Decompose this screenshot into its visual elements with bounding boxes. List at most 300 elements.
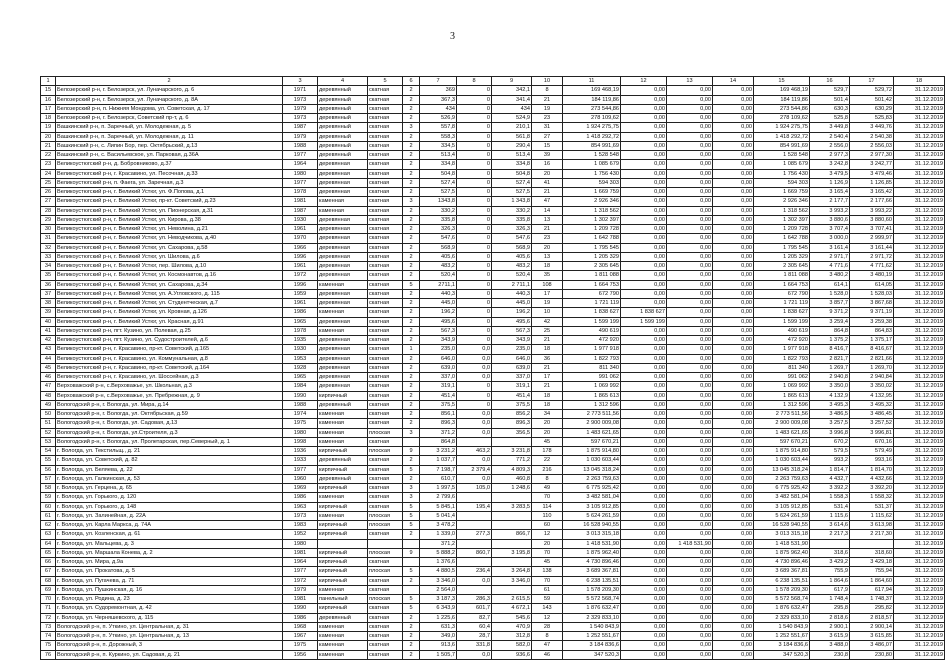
table-cell: 1933 [283, 456, 318, 465]
table-cell: 0,00 [621, 188, 667, 197]
table-cell: 6 238 135,51 [754, 576, 810, 585]
table-cell: 35 [532, 271, 563, 280]
table-cell: 62 [41, 521, 56, 530]
table-cell: каменная [318, 419, 368, 428]
table-cell [492, 437, 532, 446]
table-cell: 31.12.2019 [894, 521, 945, 530]
table-cell: 31 [41, 234, 56, 243]
table-cell: 16 [532, 160, 563, 169]
table-row [41, 169, 945, 178]
table-cell: 3 482 581,04 [754, 493, 810, 502]
table-cell: 342,1 [492, 86, 532, 95]
table-cell: 2 329 833,10 [563, 613, 621, 622]
table-row [41, 160, 945, 169]
table-cell: Вологодский р-н, г. Вологда, ул. Мира, д.14 [56, 400, 283, 409]
table-cell: 30 [41, 225, 56, 234]
table-cell: 18 [532, 262, 563, 271]
table-cell: Вологодский р-н, п. Уткино, ул. Центральная, д. 31 [56, 622, 283, 631]
table-cell: 568,9 [492, 243, 532, 252]
table-row [41, 336, 945, 345]
table-cell: 3 479,5 [810, 169, 850, 178]
table-row [41, 114, 945, 123]
table-cell: 504,8 [420, 169, 457, 178]
table-cell: 230,8 [810, 650, 850, 659]
column-header: 1 [41, 77, 56, 86]
table-cell: 31.12.2019 [894, 326, 945, 335]
table-cell: 31.12.2019 [894, 502, 945, 511]
table-cell: 0,00 [713, 336, 754, 345]
table-cell: деревянный [318, 141, 368, 150]
table-cell: скатная [368, 530, 403, 539]
table-cell: 334,5 [420, 141, 457, 150]
table-cell: 2 [403, 419, 420, 428]
table-cell: 2 [403, 530, 420, 539]
table-cell: 67 [41, 567, 56, 576]
table-cell: 0,00 [621, 539, 667, 548]
table-cell: 4 880,5 [420, 567, 457, 576]
table-cell: 49 [41, 400, 56, 409]
table-cell: г. Вологда, ул. Текстильщ., д. 21 [56, 447, 283, 456]
table-cell: 32 [41, 243, 56, 252]
table-cell: 31.12.2019 [894, 400, 945, 409]
table-cell: 2 900 009,08 [754, 419, 810, 428]
table-cell: 1 269,7 [810, 363, 850, 372]
table-cell: 39 [532, 151, 563, 160]
table-cell: 3 350,02 [850, 382, 894, 391]
table-cell: 631,3 [420, 622, 457, 631]
table-cell: 236,4 [457, 567, 492, 576]
table-cell: Великоустюгский р-н, г. Великий Устюг, ул. Космонавтов, д.16 [56, 271, 283, 280]
table-cell: 31.12.2019 [894, 419, 945, 428]
table-cell: 1 037,7 [420, 456, 457, 465]
table-row [41, 511, 945, 520]
table-cell: 0,00 [621, 382, 667, 391]
table-cell: 25 [532, 326, 563, 335]
table-cell: 2 940,84 [850, 373, 894, 382]
table-row [41, 548, 945, 557]
table-cell: 0,00 [667, 169, 713, 178]
table-cell: 993,16 [850, 456, 894, 465]
table-cell: 3 486,45 [850, 410, 894, 419]
table-cell: 3 264,8 [492, 567, 532, 576]
table-cell: 3 480,2 [810, 271, 850, 280]
table-cell: 31.12.2019 [894, 86, 945, 95]
table-cell: деревянная [318, 373, 368, 382]
column-header: 2 [56, 77, 283, 86]
table-cell: 49 [532, 484, 563, 493]
table-cell: скатная [368, 197, 403, 206]
table-cell: 896,3 [420, 419, 457, 428]
table-cell: 1952 [283, 530, 318, 539]
table-cell: 0,00 [621, 567, 667, 576]
table-cell: 1980 [283, 428, 318, 437]
table-cell: 1973 [283, 95, 318, 104]
table-cell: 31.12.2019 [894, 410, 945, 419]
table-cell: 0,00 [713, 104, 754, 113]
table-row [41, 188, 945, 197]
table-cell: 335,8 [492, 215, 532, 224]
table-cell: 2 [403, 576, 420, 585]
table-cell: скатная [368, 280, 403, 289]
table-cell: г. Вологда, ул. Карла Маркса, д. 74А [56, 521, 283, 530]
table-cell: 860,7 [457, 548, 492, 557]
table-cell: 501,4 [810, 95, 850, 104]
table-cell: г. Вологда, ул. Горького, д. 120 [56, 493, 283, 502]
table-cell: 0,00 [713, 151, 754, 160]
table-cell: 54 [41, 447, 56, 456]
table-cell: 21 [41, 141, 56, 150]
table-cell: 16 528 940,55 [563, 521, 621, 530]
table-cell: 0,00 [621, 262, 667, 271]
column-header: 9 [492, 77, 532, 86]
table-cell: 1 252 551,67 [563, 632, 621, 641]
table-cell: 1 269,70 [850, 363, 894, 372]
table-cell: 13 045 318,24 [563, 465, 621, 474]
table-cell: 29 [41, 215, 56, 224]
table-cell: 1953 [283, 354, 318, 363]
table-cell: 0,00 [621, 502, 667, 511]
table-cell: 2 [403, 262, 420, 271]
table-row [41, 123, 945, 132]
table-cell: 356,5 [492, 428, 532, 437]
table-cell: 2 [403, 243, 420, 252]
table-cell: 312,8 [492, 632, 532, 641]
table-cell: 0,0 [457, 373, 492, 382]
table-cell: 2 379,4 [457, 465, 492, 474]
table-cell: 4 432,7 [810, 474, 850, 483]
table-cell: деревянная [318, 169, 368, 178]
table-cell: 2 263 759,63 [563, 474, 621, 483]
column-header: 10 [532, 77, 563, 86]
table-cell: 169 468,19 [754, 86, 810, 95]
table-cell: 2 971,7 [810, 252, 850, 261]
table-cell: 31.12.2019 [894, 613, 945, 622]
table-cell: 16 528 940,55 [754, 521, 810, 530]
table-cell: каменная [318, 280, 368, 289]
table-cell: скатная [368, 474, 403, 483]
table-cell [492, 493, 532, 502]
table-cell: 854 991,69 [754, 141, 810, 150]
table-cell: 31.12.2019 [894, 650, 945, 659]
table-cell: 45 [532, 558, 563, 567]
table-row [41, 317, 945, 326]
table-cell [457, 437, 492, 446]
table-cell: 854 991,69 [563, 141, 621, 150]
table-cell: 856,1 [420, 410, 457, 419]
table-cell: 1967 [283, 632, 318, 641]
table-cell: 1980 [283, 539, 318, 548]
table-cell: 1 756 430 [563, 169, 621, 178]
table-cell: 1 248,6 [492, 484, 532, 493]
table-cell: 3 880,60 [850, 215, 894, 224]
table-cell: 5 [403, 595, 420, 604]
table-cell: 20 [41, 132, 56, 141]
table-cell: 4 432,66 [850, 474, 894, 483]
table-cell: скатная [368, 317, 403, 326]
table-cell: Великоустюгский р-н, г. Красавино, ул. Коммунальная, д.8 [56, 354, 283, 363]
table-cell: 513,4 [492, 151, 532, 160]
table-cell: 1970 [283, 234, 318, 243]
table-cell: 0,00 [667, 391, 713, 400]
table-cell: 0 [457, 141, 492, 150]
table-cell: 0 [457, 391, 492, 400]
table-cell: 0,0 [457, 345, 492, 354]
table-cell: 48 [41, 391, 56, 400]
table-cell: 0,00 [621, 151, 667, 160]
table-cell: 0,0 [457, 456, 492, 465]
table-cell: 0,00 [713, 225, 754, 234]
table-cell: 1979 [283, 585, 318, 594]
table-cell: 21 [532, 382, 563, 391]
table-cell: 4 132,9 [810, 391, 850, 400]
table-cell: 0,00 [621, 132, 667, 141]
table-cell: 0,00 [713, 400, 754, 409]
table-cell: 1 864,6 [810, 576, 850, 585]
table-cell: 1971 [283, 86, 318, 95]
table-cell: 472 920 [754, 336, 810, 345]
table-cell: 0,00 [667, 326, 713, 335]
table-cell: 235,0 [492, 345, 532, 354]
table-cell: 1961 [283, 225, 318, 234]
table-cell: Великоустюгский р-н, г. Великий Устюг, ул. Кирова, д.38 [56, 215, 283, 224]
table-cell: 0,00 [621, 114, 667, 123]
table-row [41, 206, 945, 215]
table-cell: 341,4 [492, 95, 532, 104]
table-cell: 2 [403, 474, 420, 483]
table-cell: 0,00 [713, 474, 754, 483]
table-cell: 0,00 [667, 428, 713, 437]
table-cell: 0 [457, 299, 492, 308]
table-cell: 31.12.2019 [894, 641, 945, 650]
table-cell: 1977 [283, 151, 318, 160]
table-cell: Вашкинский р-н, п. Заречный, ул. Молодежная, д. 11 [56, 132, 283, 141]
table-cell: деревянная [318, 354, 368, 363]
table-cell: каменная [318, 308, 368, 317]
table-cell: Великоустюгский р-н, г. Великий Устюг, пр-кт. Советский, д.23 [56, 197, 283, 206]
table-cell: 31.12.2019 [894, 188, 945, 197]
table-cell: 41 [41, 326, 56, 335]
table-cell: Великоустюгский р-н, г. Великий Устюг, ул. Красная, д.91 [56, 317, 283, 326]
table-cell: 440,3 [492, 289, 532, 298]
table-cell: 1 864,60 [850, 576, 894, 585]
table-cell: г. Вологда, ул. Козленская, д. 61 [56, 530, 283, 539]
table-cell: 0,00 [713, 86, 754, 95]
table-row [41, 437, 945, 446]
table-cell: 0 [457, 95, 492, 104]
table-cell: 70 [532, 548, 563, 557]
table-cell: 37 [41, 289, 56, 298]
table-cell: 617,94 [850, 585, 894, 594]
table-cell: 31.12.2019 [894, 363, 945, 372]
table-cell: Великоустюгский р-н, г. Красавино, пр-кт. Советский, д.164 [56, 363, 283, 372]
table-cell: 6 343,9 [420, 604, 457, 613]
table-cell: 3 857,7 [810, 299, 850, 308]
table-cell: 1 528,0 [810, 289, 850, 298]
table-cell: 20 [532, 419, 563, 428]
table-cell: 0,00 [713, 576, 754, 585]
table-cell: 529,7 [810, 86, 850, 95]
table-cell: 2 [403, 317, 420, 326]
table-cell: 230,80 [850, 650, 894, 659]
table-cell: 0,00 [621, 447, 667, 456]
table-cell: скатная [368, 160, 403, 169]
table-cell: 527,5 [492, 188, 532, 197]
table-cell: 1996 [283, 280, 318, 289]
table-cell: 3 996,81 [850, 428, 894, 437]
table-cell: 0,00 [667, 188, 713, 197]
table-cell: 0,00 [667, 410, 713, 419]
table-cell: г. Вологда, ул. Родина, д. 23 [56, 595, 283, 604]
table-cell: 630,3 [810, 104, 850, 113]
table-cell: 31.12.2019 [894, 95, 945, 104]
table-cell: 451,4 [492, 391, 532, 400]
table-cell: 526,9 [420, 114, 457, 123]
table-cell: 31.12.2019 [894, 539, 945, 548]
table-cell: 672 790 [754, 289, 810, 298]
table-cell: 9 371,2 [810, 308, 850, 317]
table-cell: 525,8 [810, 114, 850, 123]
table-cell: 31.12.2019 [894, 354, 945, 363]
table-cell: 13 045 318,24 [754, 465, 810, 474]
table-cell: 0,00 [621, 178, 667, 187]
table-cell: 2 305 645 [563, 262, 621, 271]
table-cell: 3 486,5 [810, 410, 850, 419]
table-cell: деревянный [318, 474, 368, 483]
table-cell: скатная [368, 391, 403, 400]
table-cell: 3 478,2 [420, 521, 457, 530]
table-cell: 3 161,4 [810, 243, 850, 252]
table-cell: 31.12.2019 [894, 530, 945, 539]
table-cell: 0,00 [713, 604, 754, 613]
table-cell: 0,00 [621, 428, 667, 437]
table-cell: 0,00 [667, 613, 713, 622]
table-cell: Белозерский р-н, г. Белозерск, ул. Луначарского, д. 6 [56, 86, 283, 95]
table-cell: 2711,1 [420, 280, 457, 289]
table-cell: 331,8 [457, 641, 492, 650]
table-cell: 1 418 292,72 [754, 132, 810, 141]
table-cell: 0,00 [667, 178, 713, 187]
table-cell: 771,2 [492, 456, 532, 465]
table-cell: 0,00 [667, 95, 713, 104]
table-cell: скатная [368, 354, 403, 363]
table-row [41, 373, 945, 382]
table-cell: 5 888,2 [420, 548, 457, 557]
table-cell: 0 [457, 326, 492, 335]
table-cell: 105,0 [457, 484, 492, 493]
table-cell: 2 556,0 [810, 141, 850, 150]
table-cell: 0,00 [667, 567, 713, 576]
table-cell: 0,00 [621, 160, 667, 169]
column-header: 8 [457, 77, 492, 86]
table-cell: 0,00 [713, 447, 754, 456]
table-cell: 0,00 [621, 456, 667, 465]
table-cell: 5 [403, 502, 420, 511]
table-row [41, 419, 945, 428]
table-cell: 1 924 275,75 [563, 123, 621, 132]
table-cell: 31.12.2019 [894, 299, 945, 308]
table-cell: 2 [403, 299, 420, 308]
table-cell: деревянная [318, 160, 368, 169]
table-cell: скатная [368, 585, 403, 594]
table-cell: 527,4 [492, 178, 532, 187]
table-cell: 335,8 [420, 215, 457, 224]
table-cell: кирпичный [318, 447, 368, 456]
table-row [41, 151, 945, 160]
table-cell: 21 [532, 225, 563, 234]
table-cell: 1 748,4 [810, 595, 850, 604]
table-cell: 1980 [283, 169, 318, 178]
table-cell: скатная [368, 123, 403, 132]
table-cell: 2 [403, 132, 420, 141]
table-cell: 1 312 596 [563, 400, 621, 409]
table-cell: 0,00 [667, 400, 713, 409]
table-cell: 1961 [283, 299, 318, 308]
table-cell: 0,0 [457, 419, 492, 428]
table-cell: 0,00 [621, 252, 667, 261]
table-cell: г. Вологда, ул. Залинейная, д. 22А [56, 511, 283, 520]
table-cell: 3 392,20 [850, 484, 894, 493]
table-cell: 864,8 [420, 437, 457, 446]
table-cell: 1 085 679 [563, 160, 621, 169]
table-cell: 31.12.2019 [894, 558, 945, 567]
table-cell: 811 340 [563, 363, 621, 372]
table-cell: 3 495,3 [810, 400, 850, 409]
table-cell: 0,00 [667, 382, 713, 391]
table-cell: 3 105 912,85 [754, 502, 810, 511]
table-cell: 0,00 [713, 234, 754, 243]
table-cell: плоская [368, 521, 403, 530]
table-row [41, 521, 945, 530]
table-cell: 1 302 397 [563, 215, 621, 224]
table-cell: 337,0 [420, 373, 457, 382]
table-cell: 0,00 [713, 650, 754, 659]
table-cell: 490 619 [754, 326, 810, 335]
table-cell: 76 [41, 650, 56, 659]
table-cell: 1988 [283, 141, 318, 150]
table-cell [457, 511, 492, 520]
table-cell: 45 [41, 363, 56, 372]
table-cell: 1 418 292,72 [563, 132, 621, 141]
table-cell: 1979 [283, 104, 318, 113]
table-cell: 483,2 [420, 262, 457, 271]
table-cell: 0,00 [713, 622, 754, 631]
table-cell: 0,00 [667, 299, 713, 308]
table-cell: 0,00 [713, 391, 754, 400]
table-cell: 0,00 [621, 197, 667, 206]
housing-register-table [40, 76, 945, 660]
table-cell: 1986 [283, 493, 318, 502]
table-cell: 0,00 [621, 280, 667, 289]
table-row [41, 280, 945, 289]
table-cell: 35 [41, 271, 56, 280]
table-cell: 1965 [283, 317, 318, 326]
table-cell: 0,0 [457, 410, 492, 419]
table-cell: деревянная [318, 225, 368, 234]
table-cell: 1972 [283, 271, 318, 280]
table-cell: деревянная [318, 243, 368, 252]
table-cell: 0,00 [713, 539, 754, 548]
table-cell: 3 000,0 [810, 234, 850, 243]
table-cell: 52 [41, 428, 56, 437]
table-cell: 0,00 [667, 197, 713, 206]
table-cell: 0,00 [713, 160, 754, 169]
table-cell: 169 468,19 [563, 86, 621, 95]
table-cell: скатная [368, 132, 403, 141]
table-cell: 0,00 [667, 243, 713, 252]
table-cell: 334,8 [492, 160, 532, 169]
table-cell: г. Вологда, ул. Маршала Конева, д. 2 [56, 548, 283, 557]
table-cell: 597 670,21 [754, 437, 810, 446]
